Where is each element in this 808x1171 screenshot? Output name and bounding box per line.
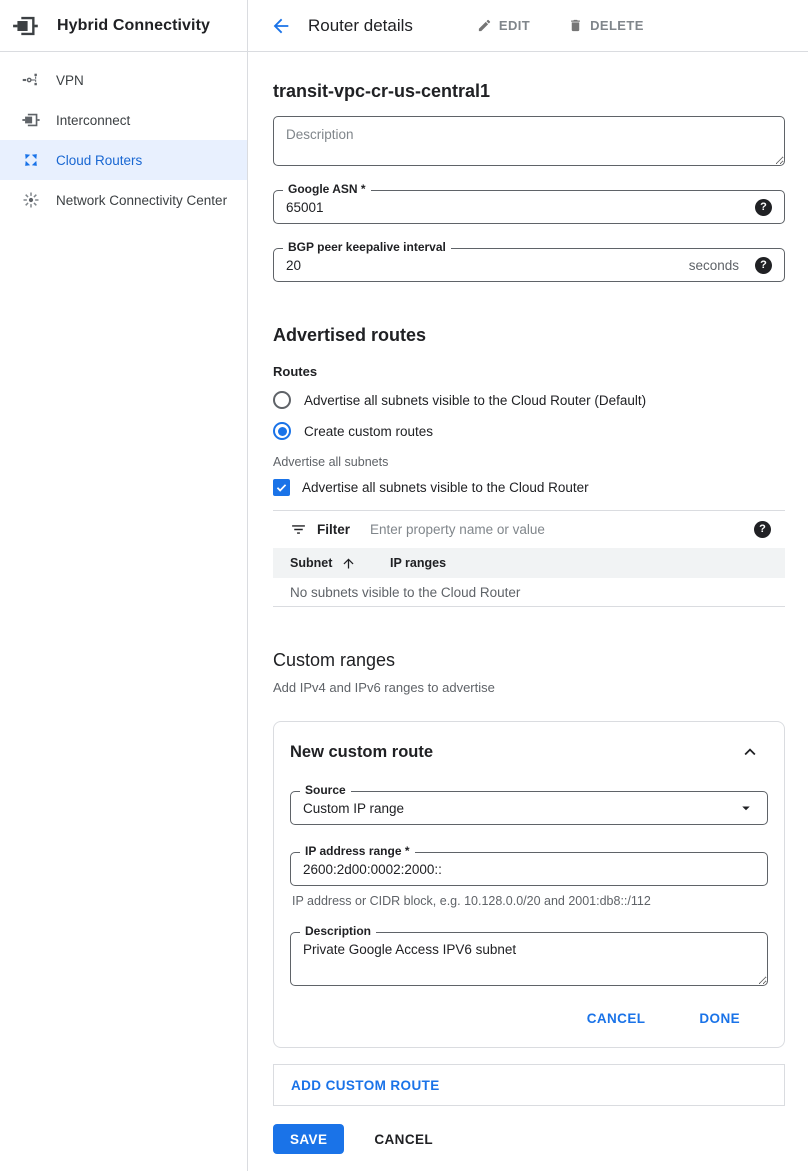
sidebar-item-interconnect[interactable]	[0, 100, 247, 140]
edit-button-label: EDIT	[498, 18, 531, 33]
column-label: Subnet	[290, 556, 333, 570]
column-header-subnet[interactable]	[273, 556, 390, 571]
add-custom-route-button[interactable]	[273, 1064, 785, 1106]
filter-label: Filter	[317, 522, 351, 537]
google-asn-field	[273, 182, 785, 224]
vpn-icon	[22, 71, 40, 89]
topbar	[248, 0, 808, 52]
card-actions	[290, 1010, 768, 1027]
advertise-all-subnets-checkbox-row[interactable]	[273, 477, 785, 497]
checkbox-checked-icon[interactable]	[273, 479, 290, 496]
save-button[interactable]: SAVE	[273, 1124, 344, 1154]
help-icon[interactable]: ?	[754, 521, 771, 538]
route-cancel-button[interactable]: CANCEL	[581, 1010, 652, 1027]
main-panel	[248, 0, 808, 1171]
collapse-button[interactable]	[738, 740, 762, 764]
edit-button[interactable]	[477, 18, 530, 33]
card-title-row	[290, 740, 768, 764]
sidebar-item-label: Cloud Routers	[56, 152, 143, 168]
subnets-filter-table	[273, 510, 785, 607]
radio-create-custom-routes[interactable]	[273, 421, 785, 441]
chevron-up-icon	[739, 741, 761, 763]
bgp-keepalive-unit: seconds	[688, 257, 739, 273]
card-title: New custom route	[290, 742, 434, 761]
dropdown-caret-icon	[737, 799, 755, 817]
sidebar-item-label: Interconnect	[56, 112, 131, 128]
sidebar-item-vpn[interactable]	[0, 60, 247, 100]
bgp-keepalive-input[interactable]	[286, 258, 689, 273]
router-name: transit-vpc-cr-us-central1	[273, 81, 491, 101]
help-icon[interactable]: ?	[755, 257, 772, 274]
delete-button-label: DELETE	[590, 18, 644, 33]
network-connectivity-center-icon	[22, 191, 40, 209]
ip-range-helper-text: IP address or CIDR block, e.g. 10.128.0.0/20 and 2001:db8::/112	[292, 894, 651, 908]
sidebar-header	[0, 0, 247, 52]
bgp-keepalive-label: BGP peer keepalive interval	[283, 240, 451, 254]
sidebar-title: Hybrid Connectivity	[57, 16, 211, 34]
cancel-button[interactable]: CANCEL	[368, 1131, 439, 1148]
topbar-actions	[477, 18, 644, 33]
bgp-keepalive-field	[273, 240, 785, 282]
sidebar-nav	[0, 52, 247, 220]
source-label: Source	[300, 783, 351, 797]
custom-ranges-heading: Custom ranges	[273, 650, 396, 670]
route-description-label: Description	[300, 924, 376, 938]
google-asn-label: Google ASN *	[283, 182, 371, 196]
source-value: Custom IP range	[303, 800, 405, 816]
sidebar-item-label: Network Connectivity Center	[56, 192, 228, 208]
advertise-all-subnets-label: Advertise all subnets	[273, 455, 389, 469]
google-asn-input[interactable]	[286, 200, 755, 215]
router-form	[248, 80, 808, 1154]
table-empty-row: No subnets visible to the Cloud Router	[273, 578, 785, 607]
cloud-routers-icon	[22, 151, 40, 169]
column-header-ip-ranges: IP ranges	[390, 556, 447, 570]
interconnect-icon	[22, 111, 40, 129]
trash-icon	[568, 18, 583, 33]
sidebar-item-cloud-routers[interactable]	[0, 140, 247, 180]
route-done-button[interactable]: DONE	[693, 1010, 746, 1027]
radio-selected-icon[interactable]	[273, 422, 291, 440]
router-description-textarea[interactable]	[273, 116, 785, 166]
sidebar-item-label: VPN	[56, 72, 84, 88]
pencil-icon	[477, 18, 492, 33]
help-icon[interactable]: ?	[755, 199, 772, 216]
sidebar-item-network-connectivity-center[interactable]	[0, 180, 247, 220]
filter-row	[273, 511, 785, 548]
form-footer	[273, 1124, 785, 1154]
ip-address-range-input[interactable]	[303, 862, 755, 877]
advertised-routes-heading: Advertised routes	[273, 325, 427, 345]
custom-ranges-subtitle: Add IPv4 and IPv6 ranges to advertise	[273, 680, 495, 695]
radio-unselected-icon[interactable]	[273, 391, 291, 409]
hybrid-connectivity-icon	[12, 13, 38, 39]
sidebar	[0, 0, 248, 1171]
radio-label: Create custom routes	[304, 423, 434, 439]
back-button[interactable]	[269, 14, 293, 38]
table-header	[273, 548, 785, 578]
route-description-textarea[interactable]	[291, 933, 767, 985]
source-select[interactable]	[290, 783, 768, 825]
add-custom-route-label: ADD CUSTOM ROUTE	[291, 1077, 440, 1093]
routes-label: Routes	[273, 364, 318, 379]
route-description-field	[290, 924, 768, 986]
checkbox-label: Advertise all subnets visible to the Cloud Router	[302, 479, 589, 495]
ip-address-range-label: IP address range *	[300, 844, 415, 858]
new-custom-route-card	[273, 721, 785, 1048]
ip-address-range-field	[290, 844, 768, 886]
filter-input[interactable]	[368, 521, 754, 538]
page-title: Router details	[308, 15, 413, 35]
delete-button[interactable]	[568, 18, 644, 33]
sort-ascending-icon	[341, 556, 356, 571]
filter-icon	[290, 521, 307, 538]
radio-advertise-all-default[interactable]	[273, 390, 785, 410]
radio-label: Advertise all subnets visible to the Cloud Router (Default)	[304, 392, 647, 408]
